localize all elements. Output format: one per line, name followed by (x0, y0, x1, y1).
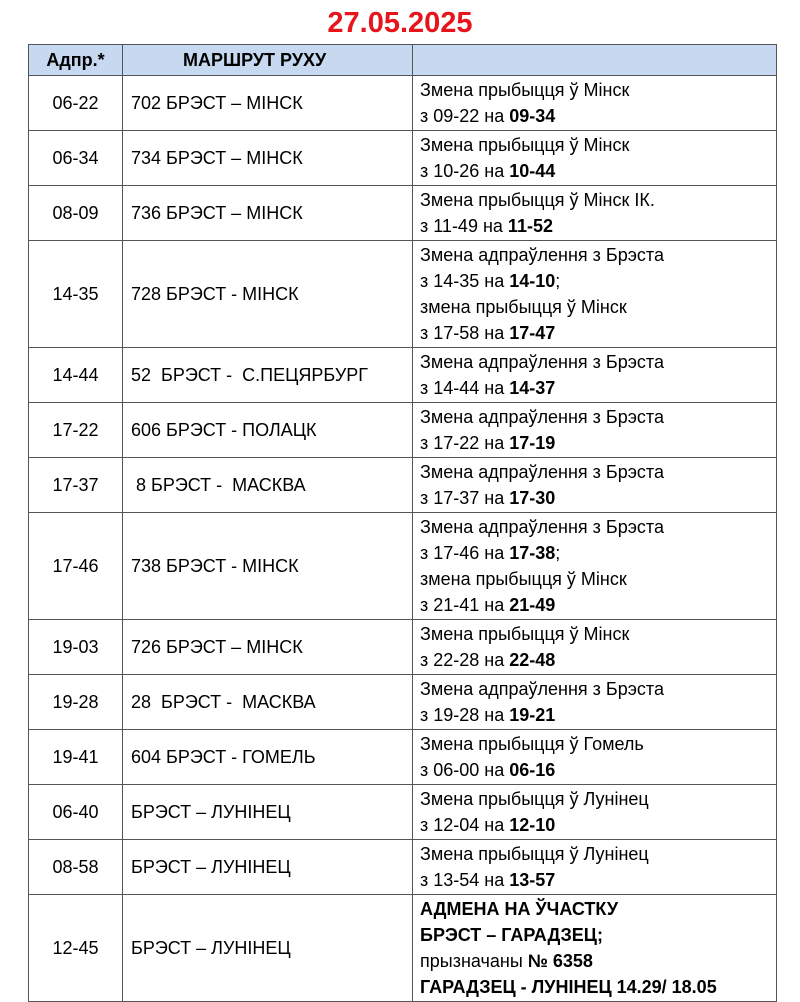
change-note-line (420, 77, 770, 103)
route-name: 606 БРЭСТ - ПОЛАЦК (123, 403, 413, 458)
change-note-line (420, 647, 770, 673)
change-note (413, 620, 777, 675)
note-highlight: 17-30 (509, 488, 556, 508)
route-name: 28 БРЭСТ - МАСКВА (123, 675, 413, 730)
change-note (413, 458, 777, 513)
route-column-header: МАРШРУТ РУХУ (123, 45, 413, 76)
note-highlight: 19-21 (509, 705, 556, 725)
note-highlight: 14-37 (509, 378, 556, 398)
note-highlight: 10-44 (509, 161, 556, 181)
change-note-line (420, 812, 770, 838)
note-text: ; (555, 543, 561, 563)
change-note-line (420, 841, 770, 867)
note-text: з 17-46 на (420, 543, 510, 563)
note-highlight: 17-19 (509, 433, 556, 453)
table-row (29, 403, 777, 458)
route-name: 52 БРЭСТ - С.ПЕЦЯРБУРГ (123, 348, 413, 403)
change-note-line (420, 158, 770, 184)
schedule-changes-table (28, 44, 777, 1002)
note-text: з 19-28 на (420, 705, 510, 725)
change-note-line (420, 621, 770, 647)
change-note-line (420, 757, 770, 783)
note-highlight: 17-38 (509, 543, 556, 563)
note-text: Змена адпраўлення з Брэста (420, 517, 664, 537)
note-highlight: 13-57 (509, 870, 556, 890)
note-text: Змена прыбыцця ў Лунінец (420, 844, 649, 864)
departure-time: 14-44 (29, 348, 123, 403)
departure-time: 17-46 (29, 513, 123, 620)
change-note-line (420, 948, 770, 974)
change-note-line (420, 974, 770, 1000)
note-text: Змена адпраўлення з Брэста (420, 352, 664, 372)
note-highlight: 11-52 (507, 216, 553, 236)
change-note (413, 730, 777, 785)
note-text: Змена адпраўлення з Брэста (420, 462, 664, 482)
route-name: БРЭСТ – ЛУНІНЕЦ (123, 785, 413, 840)
note-text: з 17-22 на (420, 433, 510, 453)
note-text: змена прыбыцця ў Мінск (420, 569, 627, 589)
change-note-line (420, 867, 770, 893)
note-text: Змена прыбыцця ў Мінск (420, 135, 630, 155)
note-text: з 17-37 на (420, 488, 510, 508)
route-name: 728 БРЭСТ - МІНСК (123, 241, 413, 348)
change-note (413, 513, 777, 620)
change-note-line (420, 702, 770, 728)
change-note-line (420, 349, 770, 375)
note-text: з 22-28 на (420, 650, 510, 670)
note-text: з 06-00 на (420, 760, 510, 780)
table-row (29, 785, 777, 840)
change-note-line (420, 731, 770, 757)
note-text: Змена прыбыцця ў Лунінец (420, 789, 649, 809)
route-name: 738 БРЭСТ - МІНСК (123, 513, 413, 620)
route-name: 734 БРЭСТ – МІНСК (123, 131, 413, 186)
change-note (413, 348, 777, 403)
change-note-line (420, 242, 770, 268)
table-row (29, 131, 777, 186)
departure-time: 08-58 (29, 840, 123, 895)
change-note-line (420, 786, 770, 812)
route-name: БРЭСТ – ЛУНІНЕЦ (123, 840, 413, 895)
route-name: 604 БРЭСТ - ГОМЕЛЬ (123, 730, 413, 785)
route-name: 736 БРЭСТ – МІНСК (123, 186, 413, 241)
table-row (29, 513, 777, 620)
change-note (413, 675, 777, 730)
change-note (413, 131, 777, 186)
note-text: Змена прыбыцця ў Мінск ІК. (420, 190, 655, 210)
note-text: з 10-26 на (420, 161, 510, 181)
route-name: БРЭСТ – ЛУНІНЕЦ (123, 895, 413, 1002)
change-note-line (420, 540, 770, 566)
note-text: з 14-44 на (420, 378, 510, 398)
departure-time: 06-22 (29, 76, 123, 131)
change-note-line (420, 430, 770, 456)
note-highlight: 21-49 (509, 595, 556, 615)
departure-time: 19-03 (29, 620, 123, 675)
note-highlight: 17-47 (509, 323, 556, 343)
change-note-line (420, 268, 770, 294)
departure-time: 19-28 (29, 675, 123, 730)
change-note (413, 785, 777, 840)
departure-time: 14-35 (29, 241, 123, 348)
note-text: Змена адпраўлення з Брэста (420, 679, 664, 699)
change-note-line (420, 103, 770, 129)
change-note-line (420, 459, 770, 485)
departure-column-header: Адпр.* (29, 45, 123, 76)
note-text: з 09-22 на (420, 106, 510, 126)
page-title: 27.05.2025 (327, 7, 473, 39)
table-row (29, 895, 777, 1002)
note-highlight: 09-34 (509, 106, 556, 126)
change-note-line (420, 187, 770, 213)
note-text: Змена прыбыцця ў Мінск (420, 624, 630, 644)
change-note (413, 840, 777, 895)
change-note-line (420, 896, 770, 922)
departure-time: 06-40 (29, 785, 123, 840)
change-note-line (420, 514, 770, 540)
note-text: ; (555, 271, 561, 291)
change-note-line (420, 592, 770, 618)
note-text: з 21-41 на (420, 595, 510, 615)
note-text: з 11-49 на (420, 216, 508, 236)
change-note-line (420, 485, 770, 511)
table-row (29, 840, 777, 895)
note-highlight: 22-48 (509, 650, 556, 670)
table-row (29, 186, 777, 241)
note-text: з 14-35 на (420, 271, 510, 291)
route-name: 8 БРЭСТ - МАСКВА (123, 458, 413, 513)
departure-time: 08-09 (29, 186, 123, 241)
note-highlight: 06-16 (509, 760, 556, 780)
note-highlight: 14-10 (509, 271, 556, 291)
change-note-line (420, 404, 770, 430)
table-row (29, 241, 777, 348)
change-note (413, 186, 777, 241)
note-text: Змена адпраўлення з Брэста (420, 245, 664, 265)
change-note-line (420, 922, 770, 948)
table-row (29, 675, 777, 730)
note-text: прызначаны (420, 951, 528, 971)
note-text: Змена прыбыцця ў Мінск (420, 80, 630, 100)
table-row (29, 76, 777, 131)
note-text: Змена прыбыцця ў Гомель (420, 734, 644, 754)
note-highlight: ГАРАДЗЕЦ - ЛУНІНЕЦ 14.29/ 18.05 (420, 977, 717, 997)
note-text: Змена адпраўлення з Брэста (420, 407, 664, 427)
change-note-line (420, 566, 770, 592)
departure-time: 17-37 (29, 458, 123, 513)
change-note-line (420, 375, 770, 401)
table-row (29, 730, 777, 785)
route-name: 702 БРЭСТ – МІНСК (123, 76, 413, 131)
change-note-line (420, 676, 770, 702)
note-text: з 13-54 на (420, 870, 510, 890)
change-note (413, 241, 777, 348)
departure-time: 19-41 (29, 730, 123, 785)
table-row (29, 458, 777, 513)
table-header-row (29, 45, 777, 76)
note-text: з 17-58 на (420, 323, 510, 343)
change-note (413, 403, 777, 458)
change-note-line (420, 213, 770, 239)
departure-time: 12-45 (29, 895, 123, 1002)
change-note-line (420, 320, 770, 346)
note-text: змена прыбыцця ў Мінск (420, 297, 627, 317)
table-row (29, 620, 777, 675)
change-note-line (420, 132, 770, 158)
note-highlight: АДМЕНА НА ЎЧАСТКУ (420, 899, 619, 919)
departure-time: 06-34 (29, 131, 123, 186)
note-highlight: № 6358 (527, 951, 593, 971)
table-row (29, 348, 777, 403)
note-highlight: БРЭСТ – ГАРАДЗЕЦ; (420, 925, 603, 945)
change-note-line (420, 294, 770, 320)
change-note (413, 895, 777, 1002)
departure-time: 17-22 (29, 403, 123, 458)
change-note (413, 76, 777, 131)
note-text: з 12-04 на (420, 815, 510, 835)
note-column-header (413, 45, 777, 76)
route-name: 726 БРЭСТ – МІНСК (123, 620, 413, 675)
note-highlight: 12-10 (509, 815, 556, 835)
